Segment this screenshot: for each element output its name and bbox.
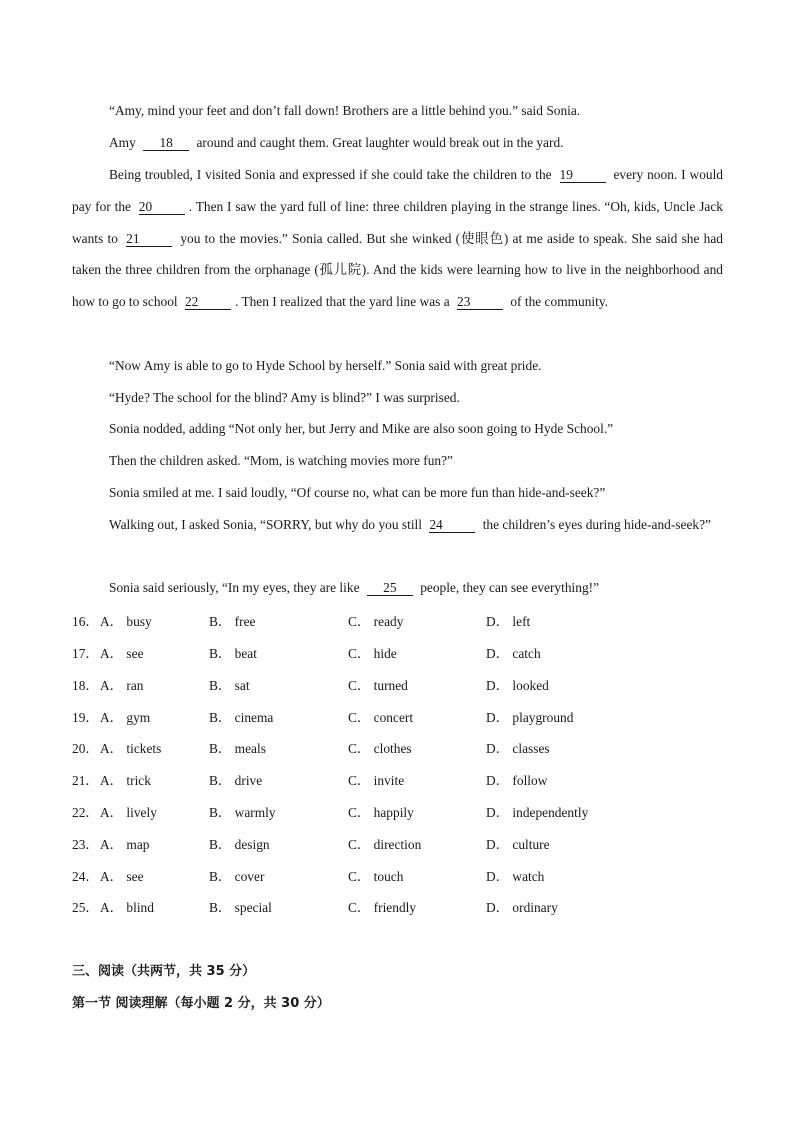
- paragraph-text: people, they can see everything!”: [416, 580, 600, 595]
- paragraph-text: you to the movies.” Sonia called. But she winked (使眼色) at me aside to speak. She said she had taken the three children from the orphanage (孤儿院). And the kids were learning how to live in the neighborhood and how to go to school: [72, 230, 723, 310]
- paragraph-text: Amy: [109, 135, 140, 150]
- option-d: D． ordinary: [486, 900, 558, 915]
- question-options: [72, 643, 723, 663]
- question-options: [72, 866, 723, 886]
- option-d: D． classes: [486, 741, 550, 756]
- blank-23: 23: [457, 294, 503, 310]
- option-a: A． trick: [100, 773, 151, 788]
- option-d: D． playground: [486, 710, 574, 725]
- option-b: B． beat: [209, 646, 257, 661]
- blank-21: 21: [126, 231, 172, 247]
- option-b: B． warmly: [209, 805, 276, 820]
- paragraph-text: Walking out, I asked Sonia, “SORRY, but why do you still: [109, 517, 426, 532]
- paragraph-text: every noon. I would pay for the: [72, 167, 723, 214]
- passage-paragraph: [72, 159, 723, 318]
- passage-paragraph: [72, 350, 723, 382]
- option-b: B． design: [209, 837, 270, 852]
- option-c: C． turned: [348, 678, 408, 693]
- option-a: A． gym: [100, 710, 151, 725]
- option-b: B． cinema: [209, 710, 274, 725]
- paragraph-text: around and caught them. Great laughter would break out in the yard.: [193, 135, 564, 150]
- option-a: A． busy: [100, 614, 152, 629]
- question-number: 25．: [72, 900, 99, 915]
- question-number: 17．: [72, 646, 99, 661]
- option-b: B． drive: [209, 773, 263, 788]
- paragraph-text: Sonia smiled at me. I said loudly, “Of course no, what can be more fun than hide-and-seek?”: [109, 485, 606, 500]
- paragraph-text: Being troubled, I visited Sonia and expressed if she could take the children to the: [109, 167, 556, 182]
- option-b: B． meals: [209, 741, 266, 756]
- question-options: [72, 834, 723, 854]
- option-c: C． touch: [348, 869, 404, 884]
- question-number: 24．: [72, 869, 99, 884]
- option-a: A． ran: [100, 678, 144, 693]
- question-options: [72, 675, 723, 695]
- option-c: C． concert: [348, 710, 414, 725]
- option-b: B． special: [209, 900, 272, 915]
- passage-paragraph: [72, 445, 723, 477]
- paragraph-text: “Amy, mind your feet and don’t fall down! Brothers are a little behind you.” said Sonia.: [109, 103, 581, 118]
- question-options: [72, 738, 723, 758]
- option-a: A． see: [100, 646, 144, 661]
- option-c: C． direction: [348, 837, 422, 852]
- question-options: [72, 611, 723, 631]
- section-heading: 三、阅读（共两节，共 35 分）: [72, 964, 256, 979]
- option-a: A． lively: [100, 805, 157, 820]
- paragraph-text: Then the children asked. “Mom, is watching movies more fun?”: [109, 453, 453, 468]
- passage-paragraph: [72, 509, 723, 541]
- paragraph-text: Sonia nodded, adding “Not only her, but Jerry and Mike are also soon going to Hyde School.”: [109, 421, 614, 436]
- option-d: D． independently: [486, 805, 589, 820]
- option-c: C． clothes: [348, 741, 412, 756]
- blank-18: 18: [143, 135, 189, 151]
- paragraph-text: “Hyde? The school for the blind? Amy is blind?” I was surprised.: [109, 390, 460, 405]
- option-b: B． cover: [209, 869, 265, 884]
- blank-24: 24: [429, 517, 475, 533]
- option-b: B． free: [209, 614, 256, 629]
- paragraph-text: . Then I saw the yard full of line: three children playing in the strange lines. “Oh, kids, Uncle Jack wants to: [72, 198, 723, 246]
- question-options: [72, 770, 723, 790]
- blank-20: 20: [139, 199, 185, 215]
- question-options: [72, 897, 723, 917]
- passage-paragraph: [72, 382, 723, 414]
- option-d: D． catch: [486, 646, 541, 661]
- option-a: A． see: [100, 869, 144, 884]
- blank-22: 22: [185, 294, 231, 310]
- option-c: C． friendly: [348, 900, 417, 915]
- question-number: 23．: [72, 837, 99, 852]
- option-a: A． tickets: [100, 741, 162, 756]
- question-number: 20．: [72, 741, 99, 756]
- question-number: 16．: [72, 614, 99, 629]
- option-b: B． sat: [209, 678, 250, 693]
- paragraph-text: Sonia said seriously, “In my eyes, they are like: [109, 580, 363, 595]
- paragraph-text: “Now Amy is able to go to Hyde School by herself.” Sonia said with great pride.: [109, 358, 542, 373]
- option-c: C． invite: [348, 773, 405, 788]
- passage-paragraph: [72, 413, 723, 445]
- option-a: A． blind: [100, 900, 154, 915]
- question-options: [72, 707, 723, 727]
- question-number: 22．: [72, 805, 99, 820]
- blank-25: 25: [367, 580, 413, 596]
- option-d: D． looked: [486, 678, 549, 693]
- passage-paragraph: [72, 127, 723, 159]
- option-d: D． follow: [486, 773, 548, 788]
- option-d: D． watch: [486, 869, 545, 884]
- paragraph-text: of the community.: [507, 294, 609, 310]
- question-number: 18．: [72, 678, 99, 693]
- question-number: 21．: [72, 773, 99, 788]
- paragraph-text: the children’s eyes during hide-and-seek?”: [479, 517, 711, 532]
- option-c: C． happily: [348, 805, 414, 820]
- question-options: [72, 802, 723, 822]
- passage-paragraph: [72, 95, 723, 127]
- paragraph-text: . Then I realized that the yard line was a: [234, 294, 453, 310]
- blank-19: 19: [560, 167, 606, 183]
- option-d: D． culture: [486, 837, 550, 852]
- passage-paragraph: [72, 572, 723, 604]
- option-c: C． ready: [348, 614, 404, 629]
- option-a: A． map: [100, 837, 150, 852]
- passage-paragraph: [72, 477, 723, 509]
- option-d: D． left: [486, 614, 531, 629]
- section-subheading: 第一节 阅读理解（每小题 2 分，共 30 分）: [72, 996, 330, 1011]
- option-c: C． hide: [348, 646, 397, 661]
- question-number: 19．: [72, 710, 99, 725]
